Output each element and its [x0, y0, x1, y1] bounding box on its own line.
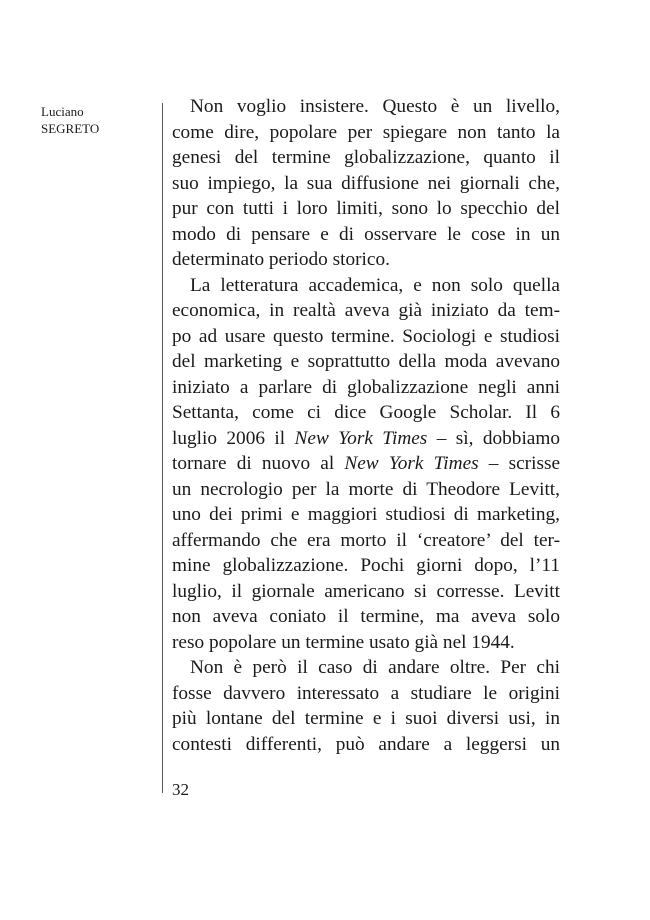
text-line	[172, 681, 560, 707]
text-segment: tornare di nuovo al	[172, 453, 345, 474]
text-segment: – sì, dobbiamo	[427, 427, 561, 449]
text-segment: modo di pensare e di osservare le cose in un	[172, 223, 560, 245]
text-line	[172, 655, 560, 681]
text-line	[172, 222, 560, 248]
text-line	[172, 349, 560, 375]
text-line	[172, 120, 560, 146]
text-segment: suo impiego, la sua diffusione nei giornali che,	[172, 172, 560, 194]
text-line	[172, 502, 560, 528]
text-segment: economica, in realtà aveva già iniziato da tem-	[172, 300, 560, 321]
margin-rule	[162, 103, 163, 793]
running-head	[41, 103, 99, 137]
text-line	[172, 247, 560, 273]
text-segment: genesi del termine globalizzazione, quanto il	[172, 147, 560, 168]
text-segment: un necrologio per la morte di Theodore Levitt,	[172, 478, 560, 500]
text-segment: Non è però il caso di andare oltre. Per chi	[190, 657, 560, 678]
text-line	[172, 324, 560, 350]
page-number: 32	[172, 780, 189, 799]
text-segment: mine globalizzazione. Pochi giorni dopo, l’11	[172, 555, 560, 576]
text-segment: reso popolare un termine usato già nel 1944.	[172, 631, 515, 653]
text-line	[172, 375, 560, 401]
text-line	[172, 604, 560, 630]
text-segment: luglio 2006 il	[172, 427, 295, 449]
text-segment: uno dei primi e maggiori studiosi di marketing,	[172, 504, 560, 525]
text-line	[172, 94, 560, 120]
text-line	[172, 553, 560, 579]
text-line	[172, 145, 560, 171]
text-line	[172, 528, 560, 554]
text-line	[172, 171, 560, 197]
text-segment: Settanta, come ci dice Google Scholar. Il 6	[172, 402, 560, 423]
text-segment: – scrisse	[478, 453, 561, 474]
text-segment: del marketing e soprattutto della moda avevano	[172, 351, 560, 372]
body-text	[172, 94, 560, 757]
text-segment: La letteratura accademica, e non solo quella	[190, 274, 560, 296]
text-line	[172, 732, 560, 758]
text-segment: fosse davvero interessato a studiare le origini	[172, 682, 560, 704]
text-line	[172, 273, 560, 299]
text-segment: non aveva coniato il termine, ma aveva solo	[172, 606, 560, 627]
text-line	[172, 451, 560, 477]
text-segment: po ad usare questo termine. Sociologi e studiosi	[172, 325, 560, 347]
running-head-author-last: SEGRETO	[41, 121, 100, 136]
text-line	[172, 298, 560, 324]
text-segment: iniziato a parlare di globalizzazione negli anni	[172, 376, 560, 398]
italic-title-text: New York Times	[344, 453, 479, 474]
text-line	[172, 400, 560, 426]
italic-title-text: New York Times	[294, 427, 428, 449]
text-line	[172, 426, 560, 452]
text-segment: contesti differenti, può andare a leggersi un	[172, 733, 560, 755]
text-line	[172, 630, 560, 656]
text-line	[172, 706, 560, 732]
text-line	[172, 579, 560, 605]
text-line	[172, 477, 560, 503]
text-line	[172, 196, 560, 222]
running-head-author-first: Luciano	[41, 104, 84, 119]
text-segment: determinato periodo storico.	[172, 249, 390, 270]
text-segment: pur con tutti i loro limiti, sono lo specchio del	[172, 198, 560, 219]
text-segment: come dire, popolare per spiegare non tanto la	[172, 121, 560, 143]
text-segment: più lontane del termine e i suoi diversi usi, in	[172, 708, 560, 729]
text-segment: Non voglio insistere. Questo è un livello,	[190, 96, 560, 117]
text-segment: affermando che era morto il ‘creatore’ del ter-	[172, 529, 560, 551]
text-segment: luglio, il giornale americano si corresse. Levitt	[172, 580, 560, 602]
